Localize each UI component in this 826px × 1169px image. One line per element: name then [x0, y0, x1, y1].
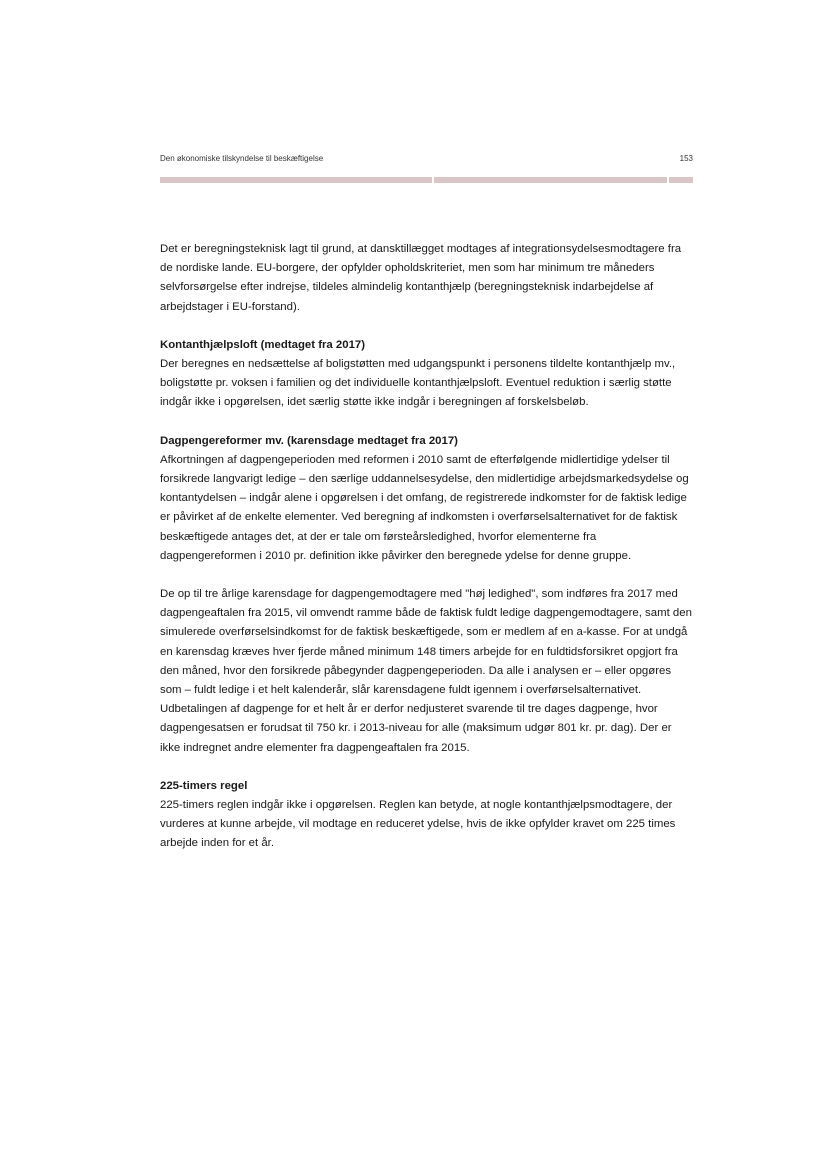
rule-notch: [667, 177, 669, 183]
rule-notch: [432, 177, 434, 183]
intro-paragraph: Det er beregningsteknisk lagt til grund, at dansktillægget modtages af integrationsydelsesmodtagere fra de nordiske lande. EU-borgere, der opfylder opholdskriteriet, men som har minimum tre måneders selvforsørgelse efter indrejse, tildeles almindelig kontanthjælp (beregningsteknisk indarbejdelse af arbejdstager i EU-forstand).: [160, 243, 682, 313]
dagpengereformer-heading: Dagpengereformer mv. (karensdage medtaget fra 2017): [160, 434, 458, 447]
dagpengereformer-paragraph-2: De op til tre årlige karensdage for dagpengemodtagere med "høj ledighed", som indføres fra 2017 med dagpengeaftalen fra 2015, vil omvendt ramme både de faktisk fuldt ledige dagpengemodtagere, samt den simulerede overførselsindkomst for de faktisk beskæftigede, som er medlem af en a-kasse. For at undgå en karensdag kræves hver fjerde måned minimum 148 timers arbejde for en fuldtidsforsikret opgjort fra den måned, hvor den forsikrede påbegynder dagpengeperioden. Da alle i analysen er – eller opgøres som – fuldt ledige i et helt kalenderår, slår karensdagene fuldt igennem i overførselsalternativet. Udbetalingen af dagpenge for et helt år er derfor nedjusteret svarende til tre dages dagpenge, hvor dagpengesatsen er forudsat til 750 kr. i 2013-niveau for alle (maksimum udgør 801 kr. pr. dag). Der er ikke indregnet andre elementer fra dagpengeaftalen fra 2015.: [160, 588, 692, 754]
kontanthjaelpsloft-heading: Kontanthjælpsloft (medtaget fra 2017): [160, 338, 366, 351]
kontanthjaelpsloft-paragraph: Der beregnes en nedsættelse af boligstøtten med udgangspunkt i personens tildelte kontanthjælp mv., boligstøtte pr. voksen i familien og det individuelle kontanthjælpsloft. Eventuel reduktion i særlig støtte indgår ikke i opgørelsen, idet særlig støtte ikke indgår i beregningen af forskelsbeløb.: [160, 358, 676, 409]
body-text: [160, 240, 693, 854]
timers-regel-heading: 225-timers regel: [160, 779, 248, 792]
running-header-title: Den økonomiske tilskyndelse til beskæftigelse: [160, 154, 324, 163]
timers-regel-paragraph: 225-timers reglen indgår ikke i opgørelsen. Reglen kan betyde, at nogle kontanthjælpsmodtagere, der vurderes at kunne arbejde, vil modtage en reduceret ydelse, hvis de ikke opfylder kravet om 225 times arbejde inden for et år.: [160, 799, 676, 850]
page-number: 153: [679, 154, 693, 163]
dagpengereformer-paragraph-1: Afkortningen af dagpengeperioden med reformen i 2010 samt de efterfølgende midlertidige ydelser til forsikrede langvarigt ledige – den særlige uddannelsesydelse, den midlertidige arbejdsmarkedsydelse og kontantydelsen – indgår alene i opgørelsen i det omfang, de registrerede indkomster for de faktisk ledige er påvirket af de enkelte elementer. Ved beregning af indkomsten i overførselsalternativet for de faktisk beskæftigede antages det, at der er tale om førsteårsledighed, hvorfor elementerne fra dagpengereformen i 2010 pr. definition ikke påvirker den beregnede ydelse for denne gruppe.: [160, 453, 689, 562]
header-rule: [160, 177, 693, 183]
